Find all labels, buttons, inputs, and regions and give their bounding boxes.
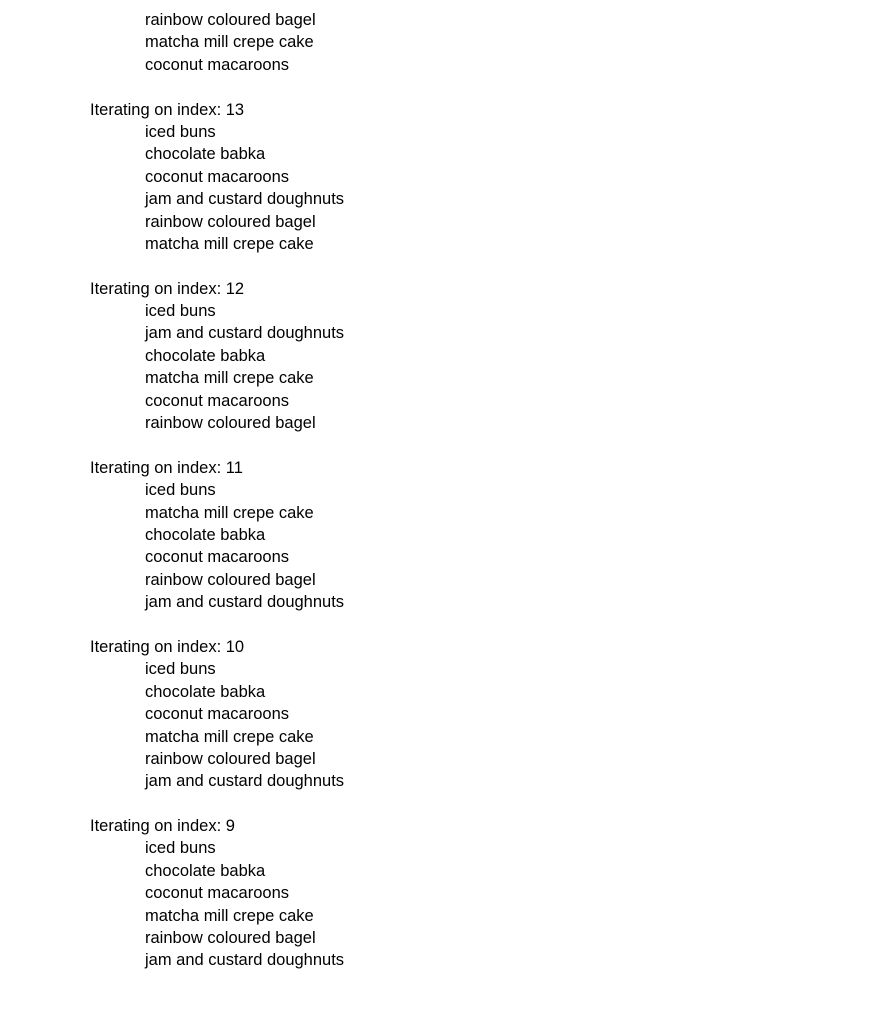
list-item: jam and custard doughnuts bbox=[145, 951, 345, 970]
iteration-heading: Iterating on index: 9 bbox=[90, 817, 235, 836]
iteration-block bbox=[90, 457, 850, 614]
list-item: matcha mill crepe cake bbox=[145, 727, 314, 746]
leading-items bbox=[90, 9, 850, 76]
list-item: matcha mill crepe cake bbox=[145, 234, 314, 253]
list-item: matcha mill crepe cake bbox=[145, 503, 314, 522]
list-item: iced buns bbox=[145, 302, 216, 321]
list-item: jam and custard doughnuts bbox=[145, 190, 345, 209]
list-item: iced buns bbox=[145, 839, 216, 858]
document-body bbox=[90, 9, 850, 972]
iteration-block bbox=[90, 636, 850, 793]
blank-line bbox=[90, 434, 850, 456]
list-item: chocolate babka bbox=[145, 525, 266, 544]
blank-line bbox=[90, 76, 850, 98]
list-item: coconut macaroons bbox=[145, 391, 289, 410]
list-item: jam and custard doughnuts bbox=[145, 593, 345, 612]
list-item: matcha mill crepe cake bbox=[145, 906, 314, 925]
list-item: coconut macaroons bbox=[145, 55, 289, 74]
list-item: rainbow coloured bagel bbox=[145, 929, 316, 948]
list-item: iced buns bbox=[145, 660, 216, 679]
iteration-block bbox=[90, 278, 850, 435]
iteration-block bbox=[90, 99, 850, 256]
list-item: coconut macaroons bbox=[145, 548, 289, 567]
list-item: jam and custard doughnuts bbox=[145, 324, 345, 343]
list-item: rainbow coloured bagel bbox=[145, 749, 316, 768]
list-item: matcha mill crepe cake bbox=[145, 33, 314, 52]
list-item: coconut macaroons bbox=[145, 884, 289, 903]
list-item: chocolate babka bbox=[145, 145, 266, 164]
list-item: rainbow coloured bagel bbox=[145, 414, 316, 433]
iteration-heading: Iterating on index: 12 bbox=[90, 279, 245, 298]
iteration-heading: Iterating on index: 13 bbox=[90, 100, 245, 119]
list-item: matcha mill crepe cake bbox=[145, 369, 314, 388]
blank-line bbox=[90, 255, 850, 277]
blank-line bbox=[90, 614, 850, 636]
list-item: iced buns bbox=[145, 481, 216, 500]
list-item: coconut macaroons bbox=[145, 705, 289, 724]
list-item: chocolate babka bbox=[145, 682, 266, 701]
iteration-heading: Iterating on index: 11 bbox=[90, 458, 243, 477]
blank-line bbox=[90, 793, 850, 815]
iteration-heading: Iterating on index: 10 bbox=[90, 637, 245, 656]
list-item: iced buns bbox=[145, 122, 216, 141]
list-item: coconut macaroons bbox=[145, 167, 289, 186]
list-item: chocolate babka bbox=[145, 861, 266, 880]
list-item: rainbow coloured bagel bbox=[145, 212, 316, 231]
list-item: jam and custard doughnuts bbox=[145, 772, 345, 791]
list-item: rainbow coloured bagel bbox=[145, 570, 316, 589]
list-item: rainbow coloured bagel bbox=[145, 11, 316, 29]
iteration-block bbox=[90, 815, 850, 972]
list-item: chocolate babka bbox=[145, 346, 266, 365]
